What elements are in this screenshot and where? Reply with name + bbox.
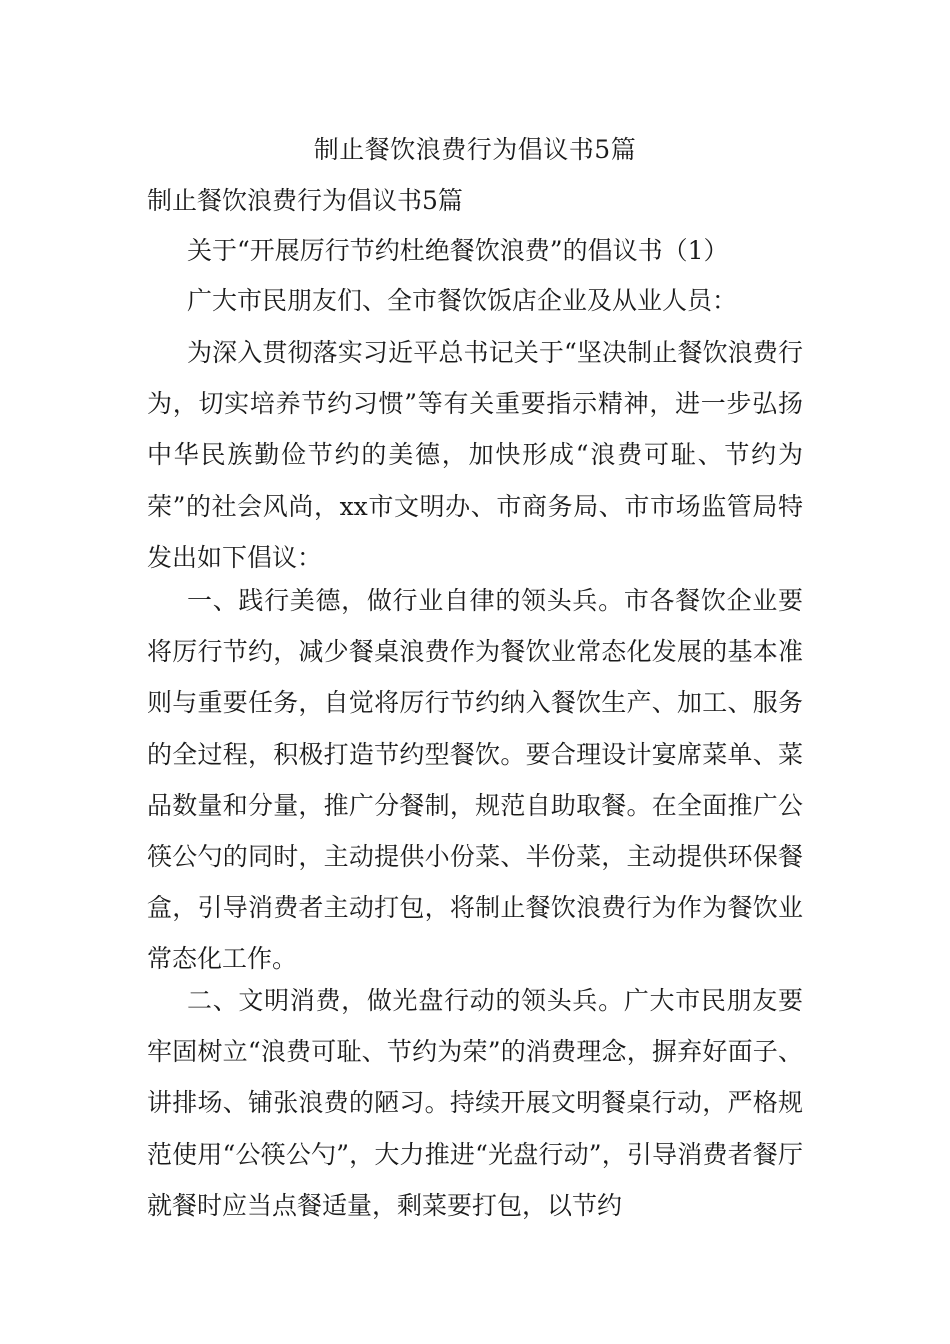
document-title: 制止餐饮浪费行为倡议书5篇: [313, 135, 637, 164]
paragraph-intro: 为深入贯彻落实习近平总书记关于“坚决制止餐饮浪费行为，切实培养节约习惯”等有关重要指示精神，进一步弘扬中华民族勤俭节约的美德，加快形成“浪费可耻、节约为荣”的社会风尚，xx市文明办、市商务局、市市场监管局特发出如下倡议：: [147, 338, 803, 572]
paragraph-one: 一、践行美德，做行业自律的领头兵。市各餐饮企业要将厉行节约，减少餐桌浪费作为餐饮业常态化发展的基本准则与重要任务，自觉将厉行节约纳入餐饮生产、加工、服务的全过程，积极打造节约型餐饮。要合理设计宴席菜单、菜品数量和分量，推广分餐制，规范自助取餐。在全面推广公筷公勺的同时，主动提供小份菜、半份菜，主动提供环保餐盒，引导消费者主动打包，将制止餐饮浪费行为作为餐饮业常态化工作。: [147, 586, 803, 974]
document-subtitle: 制止餐饮浪费行为倡议书5篇: [147, 186, 463, 215]
salutation: 广大市民朋友们、全市餐饮饭店企业及从业人员：: [187, 286, 738, 315]
section-heading: 关于“开展厉行节约杜绝餐饮浪费”的倡议书（1）: [187, 236, 729, 265]
paragraph-two: 二、文明消费，做光盘行动的领头兵。广大市民朋友要牢固树立“浪费可耻、节约为荣”的消费理念，摒弃好面子、讲排场、铺张浪费的陋习。持续开展文明餐桌行动，严格规范使用“公筷公勺”，大力推进“光盘行动”，引导消费者餐厅就餐时应当点餐适量，剩菜要打包，以节约: [147, 986, 803, 1220]
